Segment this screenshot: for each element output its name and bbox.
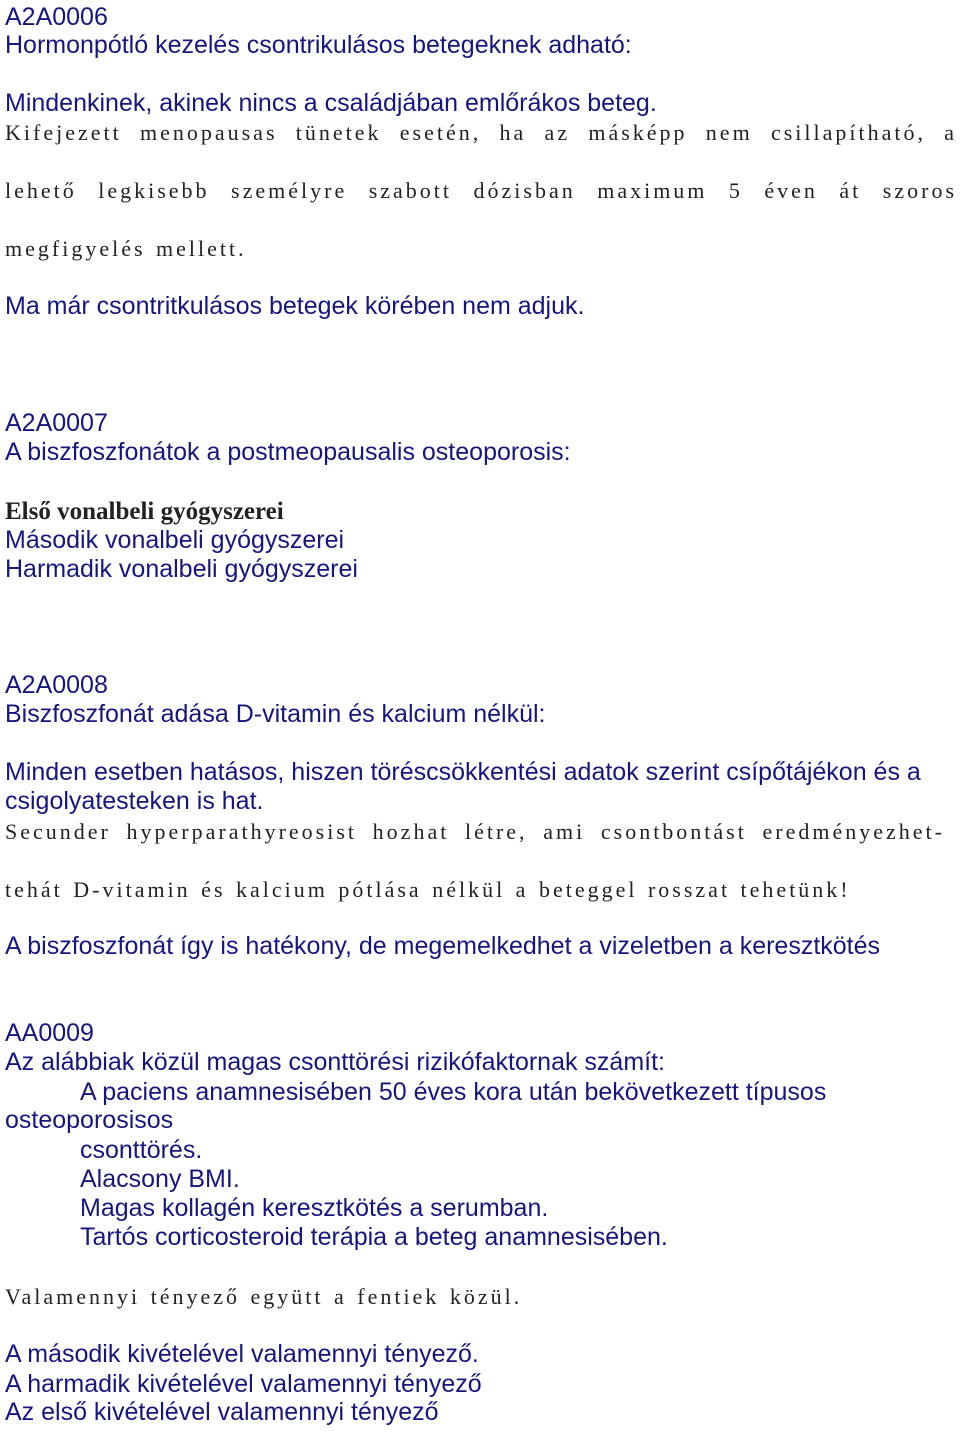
answer-option-line: Második vonalbeli gyógyszerei xyxy=(5,526,345,554)
answer-option-line: tehát D-vitamin és kalcium pótlása nélkül a beteggel rosszat tehetünk! xyxy=(5,877,851,902)
question-stem: Biszfoszfonát adása D-vitamin és kalcium nélkül: xyxy=(5,700,546,728)
answer-option-line: Secunder hyperparathyreosist hozhat létre, ami csontbontást eredményezhet- xyxy=(5,819,945,844)
answer-option-line: Harmadik vonalbeli gyógyszerei xyxy=(5,555,358,583)
risk-factor-line: A paciens anamnesisében 50 éves kora után bekövetkezett típusos xyxy=(80,1078,827,1106)
question-stem: Hormonpótló kezelés csontrikulásos betegeknek adható: xyxy=(5,31,632,59)
answer-option-line: lehető legkisebb személyre szabott dózisban maximum 5 éven át szoros xyxy=(5,178,957,203)
answer-option-line: Első vonalbeli gyógyszerei xyxy=(5,498,284,525)
answer-option-line: Mindenkinek, akinek nincs a családjában emlőrákos beteg. xyxy=(5,89,657,117)
answer-option-line: Minden esetben hatásos, hiszen töréscsökkentési adatok szerint csípőtájékon és a xyxy=(5,758,921,786)
answer-option-line: csigolyatesteken is hat. xyxy=(5,787,264,815)
question-code: AA0009 xyxy=(5,1019,94,1047)
risk-factor-line: Magas kollagén keresztkötés a serumban. xyxy=(80,1194,549,1222)
answer-option-line: Az első kivételével valamennyi tényező xyxy=(5,1398,439,1426)
answer-option-line: Ma már csontritkulásos betegek körében nem adjuk. xyxy=(5,292,585,320)
question-stem: Az alábbiak közül magas csonttörési rizikófaktornak számít: xyxy=(5,1048,665,1076)
question-code: A2A0008 xyxy=(5,671,108,699)
risk-factor-line: osteoporosisos xyxy=(5,1106,174,1134)
question-code: A2A0007 xyxy=(5,409,108,437)
answer-option-line: A biszfoszfonát így is hatékony, de megemelkedhet a vizeletben a keresztkötés xyxy=(5,932,881,960)
risk-factor-line: Alacsony BMI. xyxy=(80,1165,240,1193)
answer-option-line: megfigyelés mellett. xyxy=(5,236,247,261)
question-stem: A biszfoszfonátok a postmeopausalis osteoporosis: xyxy=(5,438,571,466)
answer-option-line: A harmadik kivételével valamennyi tényező xyxy=(5,1370,482,1398)
answer-option-line: A második kivételével valamennyi tényező. xyxy=(5,1340,479,1368)
answer-option-line: Kifejezett menopausas tünetek esetén, ha az másképp nem csillapítható, a xyxy=(5,120,957,145)
answer-option-line: Valamennyi tényező együtt a fentiek közül. xyxy=(5,1284,523,1309)
question-code: A2A0006 xyxy=(5,3,108,31)
risk-factor-line: Tartós corticosteroid terápia a beteg anamnesisében. xyxy=(80,1223,668,1251)
risk-factor-line: csonttörés. xyxy=(80,1136,203,1164)
